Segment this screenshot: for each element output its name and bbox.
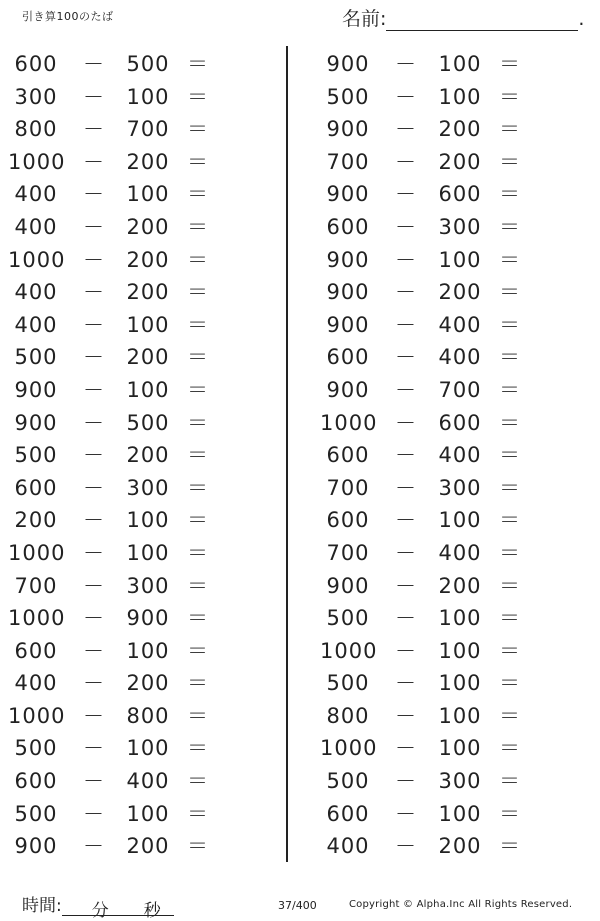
minus-sign: －	[395, 214, 417, 239]
minuend: 400	[14, 671, 58, 696]
minuend: 600	[326, 214, 370, 239]
subtrahend: 100	[438, 52, 482, 76]
problem-row	[8, 537, 268, 570]
name-field[interactable]	[386, 12, 578, 31]
minuend: 500	[14, 345, 58, 370]
minuend: 900	[14, 834, 58, 859]
minus-sign: －	[83, 769, 105, 794]
equals-sign: ＝	[499, 117, 521, 142]
equals-sign: ＝	[499, 247, 521, 272]
problem-row	[320, 472, 580, 505]
minuend: 900	[326, 52, 370, 76]
equals-sign: ＝	[187, 801, 209, 826]
problem-row	[8, 765, 268, 798]
subtrahend: 700	[438, 377, 482, 402]
minus-sign: －	[83, 671, 105, 696]
minuend: 500	[14, 736, 58, 761]
equals-sign: ＝	[499, 280, 521, 305]
minutes-unit: 分	[91, 901, 109, 921]
equals-sign: ＝	[499, 671, 521, 696]
minuend: 900	[326, 312, 370, 337]
subtrahend: 100	[126, 801, 170, 826]
equals-sign: ＝	[187, 703, 209, 728]
problem-row	[8, 602, 268, 635]
minus-sign: －	[83, 703, 105, 728]
minuend: 400	[14, 182, 58, 207]
minuend: 700	[14, 573, 58, 598]
problem-row	[320, 341, 580, 374]
column-divider	[286, 46, 288, 862]
time-block	[22, 891, 174, 921]
equals-sign: ＝	[187, 638, 209, 663]
subtrahend: 200	[438, 149, 482, 174]
minuend: 600	[326, 801, 370, 826]
problem-row	[8, 472, 268, 505]
equals-sign: ＝	[499, 312, 521, 337]
name-block	[342, 4, 584, 31]
equals-sign: ＝	[187, 834, 209, 859]
seconds-unit: 秒	[143, 901, 161, 921]
subtrahend: 300	[126, 475, 170, 500]
problem-row	[320, 798, 580, 831]
equals-sign: ＝	[187, 247, 209, 272]
minuend: 500	[326, 84, 370, 109]
subtrahend: 100	[438, 801, 482, 826]
minus-sign: －	[395, 443, 417, 468]
subtrahend: 400	[438, 540, 482, 565]
problem-row	[320, 537, 580, 570]
equals-sign: ＝	[499, 52, 521, 76]
minus-sign: －	[83, 377, 105, 402]
subtrahend: 100	[438, 671, 482, 696]
problem-row	[320, 765, 580, 798]
subtrahend: 200	[126, 214, 170, 239]
subtrahend: 100	[438, 84, 482, 109]
subtrahend: 500	[126, 410, 170, 435]
equals-sign: ＝	[187, 671, 209, 696]
equals-sign: ＝	[187, 736, 209, 761]
subtrahend: 600	[438, 182, 482, 207]
subtrahend: 200	[126, 443, 170, 468]
minuend: 500	[326, 671, 370, 696]
page-number: 37/400	[278, 899, 317, 912]
subtrahend: 100	[438, 606, 482, 631]
problem-row	[8, 635, 268, 668]
minus-sign: －	[83, 475, 105, 500]
problem-row	[320, 830, 580, 863]
minus-sign: －	[83, 834, 105, 859]
problem-row	[320, 732, 580, 765]
equals-sign: ＝	[499, 345, 521, 370]
minus-sign: －	[395, 769, 417, 794]
subtrahend: 200	[438, 834, 482, 859]
name-label: 名前:	[342, 8, 387, 30]
minus-sign: －	[395, 540, 417, 565]
minuend: 1000	[8, 149, 66, 174]
problem-row	[320, 667, 580, 700]
equals-sign: ＝	[187, 769, 209, 794]
subtrahend: 500	[126, 52, 170, 76]
equals-sign: ＝	[187, 280, 209, 305]
minus-sign: －	[395, 117, 417, 142]
problem-row	[8, 700, 268, 733]
equals-sign: ＝	[499, 736, 521, 761]
minus-sign: －	[395, 377, 417, 402]
minus-sign: －	[83, 410, 105, 435]
problem-row	[8, 81, 268, 114]
subtrahend: 300	[438, 475, 482, 500]
problem-row	[8, 732, 268, 765]
problem-row	[320, 407, 580, 440]
subtrahend: 200	[126, 345, 170, 370]
problem-column-right	[320, 48, 580, 863]
subtrahend: 100	[126, 638, 170, 663]
subtrahend: 300	[438, 214, 482, 239]
minus-sign: －	[83, 508, 105, 533]
minuend: 400	[14, 312, 58, 337]
minus-sign: －	[395, 671, 417, 696]
minuend: 500	[14, 801, 58, 826]
minuend: 1000	[8, 606, 66, 631]
minus-sign: －	[83, 312, 105, 337]
minus-sign: －	[395, 410, 417, 435]
subtrahend: 100	[126, 736, 170, 761]
problem-row	[8, 48, 268, 81]
equals-sign: ＝	[499, 149, 521, 174]
minus-sign: －	[83, 84, 105, 109]
equals-sign: ＝	[499, 84, 521, 109]
minus-sign: －	[83, 540, 105, 565]
subtrahend: 800	[126, 703, 170, 728]
problem-row	[8, 244, 268, 277]
equals-sign: ＝	[187, 540, 209, 565]
subtrahend: 300	[438, 769, 482, 794]
minus-sign: －	[83, 182, 105, 207]
minuend: 1000	[8, 540, 66, 565]
minus-sign: －	[395, 736, 417, 761]
problem-row	[8, 798, 268, 831]
subtrahend: 100	[438, 638, 482, 663]
minuend: 900	[326, 247, 370, 272]
subtrahend: 200	[126, 247, 170, 272]
minus-sign: －	[83, 443, 105, 468]
equals-sign: ＝	[499, 508, 521, 533]
minus-sign: －	[395, 508, 417, 533]
minus-sign: －	[83, 573, 105, 598]
minus-sign: －	[83, 606, 105, 631]
problem-row	[320, 439, 580, 472]
problem-row	[8, 570, 268, 603]
subtrahend: 400	[126, 769, 170, 794]
equals-sign: ＝	[499, 606, 521, 631]
equals-sign: ＝	[499, 182, 521, 207]
subtrahend: 200	[438, 573, 482, 598]
minus-sign: －	[395, 345, 417, 370]
minuend: 1000	[8, 247, 66, 272]
equals-sign: ＝	[187, 410, 209, 435]
minus-sign: －	[395, 247, 417, 272]
subtrahend: 100	[126, 312, 170, 337]
subtrahend: 100	[438, 703, 482, 728]
minuend: 900	[326, 573, 370, 598]
minuend: 400	[14, 280, 58, 305]
minus-sign: －	[83, 117, 105, 142]
copyright-notice: Copyright © Alpha.Inc All Rights Reserved.	[349, 899, 573, 910]
minus-sign: －	[83, 149, 105, 174]
problem-row	[8, 178, 268, 211]
subtrahend: 900	[126, 606, 170, 631]
problem-row	[8, 341, 268, 374]
equals-sign: ＝	[499, 214, 521, 239]
equals-sign: ＝	[187, 377, 209, 402]
name-end-mark: .	[578, 8, 585, 30]
problem-row	[8, 146, 268, 179]
minus-sign: －	[395, 52, 417, 76]
problem-row	[8, 667, 268, 700]
minuend: 1000	[8, 703, 66, 728]
equals-sign: ＝	[499, 540, 521, 565]
problem-row	[320, 211, 580, 244]
subtrahend: 300	[126, 573, 170, 598]
minus-sign: －	[83, 280, 105, 305]
problem-row	[320, 700, 580, 733]
subtrahend: 200	[438, 117, 482, 142]
subtrahend: 100	[126, 377, 170, 402]
minuend: 500	[14, 443, 58, 468]
minus-sign: －	[395, 312, 417, 337]
equals-sign: ＝	[187, 214, 209, 239]
minuend: 500	[326, 769, 370, 794]
problem-row	[8, 276, 268, 309]
problem-row	[8, 504, 268, 537]
problem-row	[320, 81, 580, 114]
problem-row	[320, 178, 580, 211]
minuend: 600	[14, 638, 58, 663]
problem-row	[320, 309, 580, 342]
minus-sign: －	[395, 280, 417, 305]
equals-sign: ＝	[187, 508, 209, 533]
problem-row	[320, 602, 580, 635]
equals-sign: ＝	[187, 182, 209, 207]
equals-sign: ＝	[499, 638, 521, 663]
problem-column-left	[8, 48, 268, 863]
equals-sign: ＝	[499, 769, 521, 794]
subtrahend: 100	[126, 182, 170, 207]
problem-row	[320, 244, 580, 277]
minus-sign: －	[395, 475, 417, 500]
time-field[interactable]	[62, 896, 174, 921]
minuend: 900	[326, 117, 370, 142]
minuend: 700	[326, 540, 370, 565]
minus-sign: －	[83, 638, 105, 663]
equals-sign: ＝	[187, 606, 209, 631]
subtrahend: 200	[126, 834, 170, 859]
subtrahend: 200	[438, 280, 482, 305]
minus-sign: －	[395, 703, 417, 728]
equals-sign: ＝	[499, 443, 521, 468]
equals-sign: ＝	[187, 345, 209, 370]
problem-row	[8, 113, 268, 146]
minuend: 800	[326, 703, 370, 728]
minuend: 600	[14, 52, 58, 76]
worksheet-title: 引き算100のたば	[22, 10, 114, 23]
minus-sign: －	[83, 345, 105, 370]
equals-sign: ＝	[187, 312, 209, 337]
problem-row	[320, 374, 580, 407]
minuend: 300	[14, 84, 58, 109]
minus-sign: －	[395, 182, 417, 207]
subtrahend: 200	[126, 280, 170, 305]
problem-row	[8, 830, 268, 863]
equals-sign: ＝	[499, 703, 521, 728]
minus-sign: －	[395, 84, 417, 109]
problem-row	[8, 374, 268, 407]
minus-sign: －	[395, 149, 417, 174]
minus-sign: －	[83, 214, 105, 239]
problem-row	[320, 276, 580, 309]
subtrahend: 400	[438, 443, 482, 468]
equals-sign: ＝	[187, 573, 209, 598]
minuend: 900	[326, 182, 370, 207]
minuend: 400	[14, 214, 58, 239]
equals-sign: ＝	[187, 117, 209, 142]
minuend: 900	[14, 377, 58, 402]
problem-row	[320, 48, 580, 81]
minuend: 900	[326, 377, 370, 402]
minuend: 400	[326, 834, 370, 859]
problem-row	[8, 211, 268, 244]
subtrahend: 100	[438, 247, 482, 272]
problem-row	[320, 504, 580, 537]
problem-row	[8, 439, 268, 472]
problem-row	[320, 635, 580, 668]
equals-sign: ＝	[499, 410, 521, 435]
minuend: 1000	[320, 410, 378, 435]
minuend: 1000	[320, 736, 378, 761]
minus-sign: －	[395, 606, 417, 631]
minus-sign: －	[83, 801, 105, 826]
equals-sign: ＝	[499, 834, 521, 859]
minus-sign: －	[83, 52, 105, 76]
problem-row	[320, 146, 580, 179]
minus-sign: －	[83, 736, 105, 761]
subtrahend: 700	[126, 117, 170, 142]
subtrahend: 400	[438, 345, 482, 370]
minuend: 800	[14, 117, 58, 142]
equals-sign: ＝	[499, 475, 521, 500]
minus-sign: －	[395, 801, 417, 826]
minuend: 900	[326, 280, 370, 305]
minuend: 600	[14, 769, 58, 794]
subtrahend: 100	[126, 540, 170, 565]
subtrahend: 600	[438, 410, 482, 435]
equals-sign: ＝	[499, 801, 521, 826]
time-label: 時間:	[22, 896, 62, 916]
equals-sign: ＝	[187, 84, 209, 109]
minuend: 700	[326, 149, 370, 174]
problem-row	[320, 113, 580, 146]
subtrahend: 100	[438, 736, 482, 761]
equals-sign: ＝	[499, 377, 521, 402]
minuend: 900	[14, 410, 58, 435]
minus-sign: －	[395, 638, 417, 663]
equals-sign: ＝	[187, 52, 209, 76]
subtrahend: 100	[438, 508, 482, 533]
minuend: 600	[14, 475, 58, 500]
subtrahend: 100	[126, 508, 170, 533]
minuend: 200	[14, 508, 58, 533]
minuend: 600	[326, 345, 370, 370]
minus-sign: －	[395, 573, 417, 598]
equals-sign: ＝	[187, 475, 209, 500]
minuend: 600	[326, 443, 370, 468]
minus-sign: －	[395, 834, 417, 859]
problem-row	[8, 309, 268, 342]
equals-sign: ＝	[187, 149, 209, 174]
minuend: 1000	[320, 638, 378, 663]
subtrahend: 100	[126, 84, 170, 109]
subtrahend: 400	[438, 312, 482, 337]
equals-sign: ＝	[187, 443, 209, 468]
problem-row	[320, 570, 580, 603]
minuend: 500	[326, 606, 370, 631]
problem-row	[8, 407, 268, 440]
subtrahend: 200	[126, 149, 170, 174]
subtrahend: 200	[126, 671, 170, 696]
minus-sign: －	[83, 247, 105, 272]
minuend: 600	[326, 508, 370, 533]
equals-sign: ＝	[499, 573, 521, 598]
minuend: 700	[326, 475, 370, 500]
